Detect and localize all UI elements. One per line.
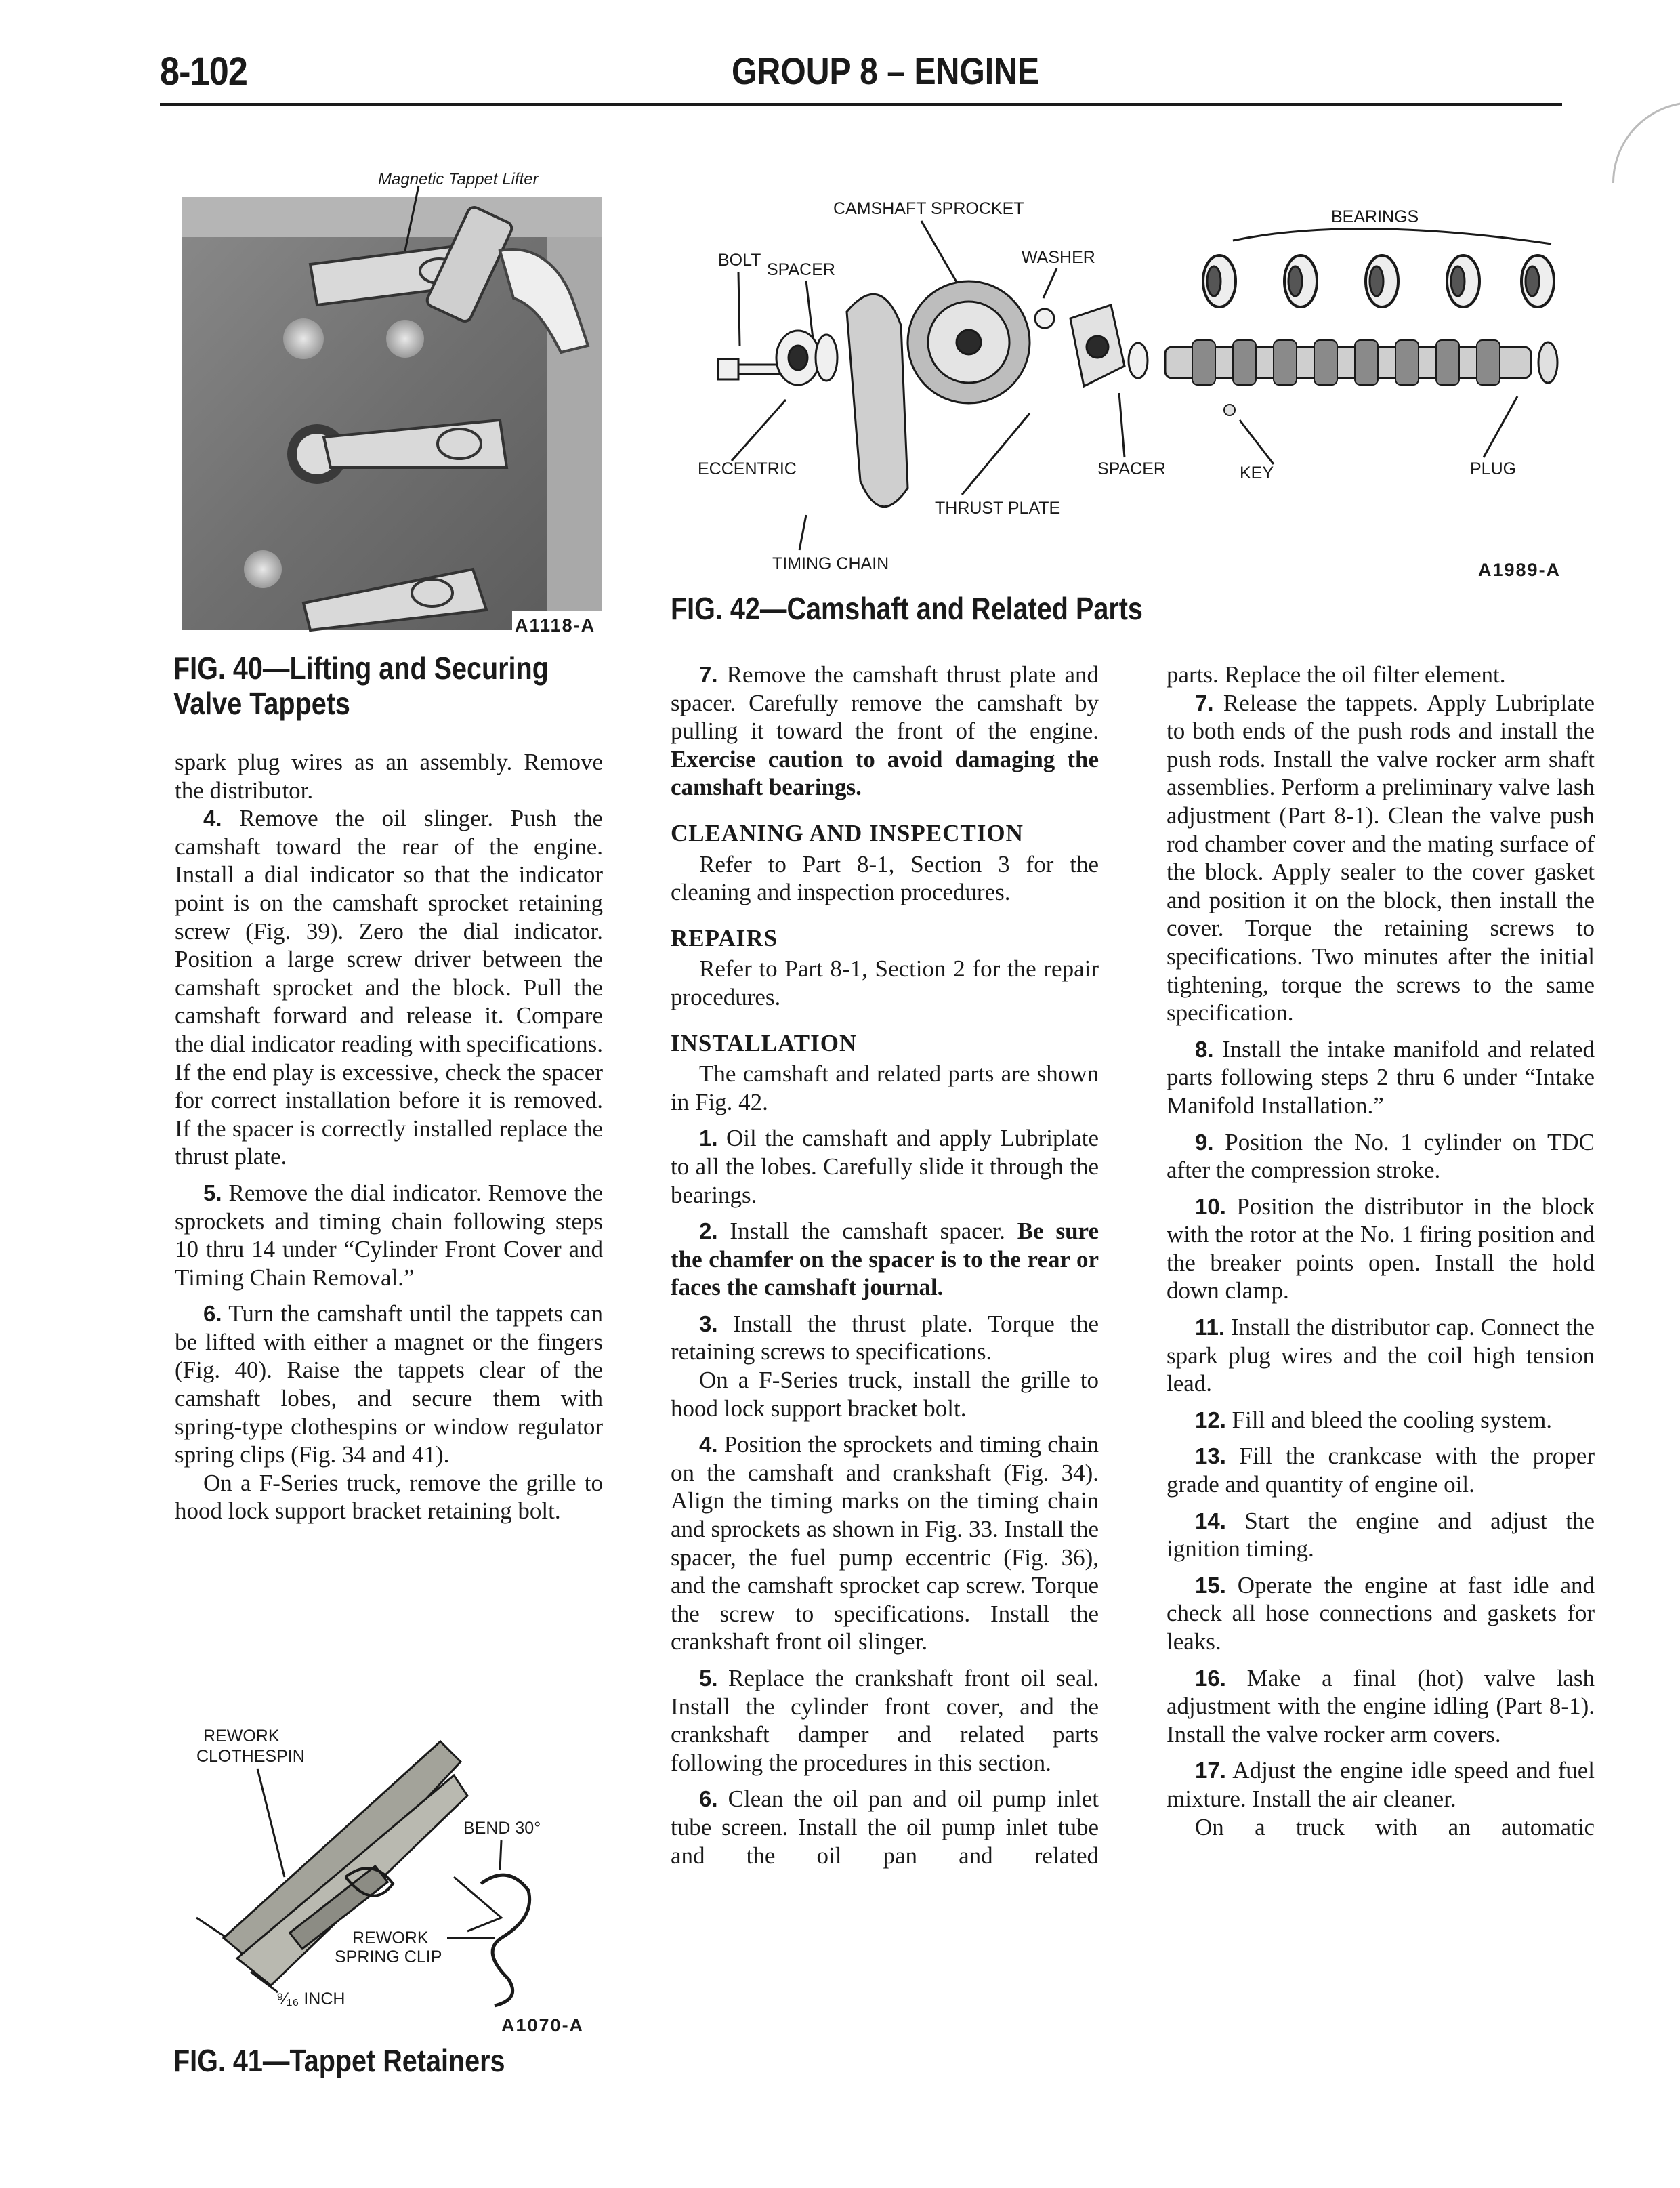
col3-step-15: 15. Operate the engine at fast idle and check all hose connections and gaskets for leaks. <box>1167 1571 1595 1655</box>
spacer-top-label: SPACER <box>767 260 835 279</box>
col3-step-9: 9. Position the No. 1 cylinder on TDC after the compression stroke. <box>1167 1128 1595 1184</box>
camshaft-sprocket-label: CAMSHAFT SPROCKET <box>833 199 1024 218</box>
col2-step-7: 7. Remove the camshaft thrust plate and spacer. Carefully remove the camshaft by pulling it toward the front of the engine. Exercise caution to avoid damaging the camshaft bearings. <box>671 661 1099 801</box>
col1-step-6-fseries: On a F-Series truck, remove the grille to hood lock support bracket retaining bolt. <box>175 1469 603 1525</box>
figure-41-code: A1070-A <box>501 2015 585 2036</box>
col1-paragraph-1: spark plug wires as an assembly. Remove the distributor. <box>175 749 603 804</box>
col1-step-4: 4. Remove the oil slinger. Push the camshaft toward the rear of the engine. Install a dial indicator so that the indicator point is on the camshaft sprocket retaining screw (Fig. 39). Zero the dial indicator. Position a large screw driver between the camshaft sprocket and the block. Pull the camshaft forward and release it. Compare the dial indicator reading with specifications. If the end play is excessive, check the spacer for correct installation before it is removed. If the spacer is correctly installed replace the thrust plate. <box>175 805 603 1170</box>
bearings-label: BEARINGS <box>1331 207 1419 226</box>
col3-step-13: 13. Fill the crankcase with the proper grade and quantity of engine oil. <box>1167 1443 1595 1498</box>
install-step-2: 2. Install the camshaft spacer. Be sure the chamfer on the spacer is to the rear or faces the camshaft journal. <box>671 1218 1099 1301</box>
install-step-1: 1. Oil the camshaft and apply Lubriplate to all the lobes. Carefully slide it through the bearings. <box>671 1125 1099 1208</box>
rework-spring-clip-label-1: REWORK <box>352 1928 429 1947</box>
col3-step-16: 16. Make a final (hot) valve lash adjustment with the engine idling (Part 8-1). Install the valve rocker arm covers. <box>1167 1664 1595 1748</box>
install-step-6: 6. Clean the oil pan and oil pump inlet tube screen. Install the oil pump inlet tube and the oil pan and related <box>671 1786 1099 1869</box>
camshaft-exploded-diagram <box>677 190 1565 583</box>
installation-heading: INSTALLATION <box>671 1029 858 1056</box>
tappet-retainers-drawing <box>183 1714 603 2040</box>
figure-42-code: A1989-A <box>1478 560 1561 580</box>
magnetic-tappet-lifter-label: Magnetic Tappet Lifter <box>378 170 539 188</box>
install-step-4: 4. Position the sprockets and timing chain on the camshaft and crankshaft (Fig. 34). Align the timing marks on the timing chain and sprockets as shown in Fig. 33. Install the spacer, the fuel pump eccentric (Fig. 36), and the camshaft sprocket cap screw. Torque the screw to specifications. Install the crankshaft front oil slinger. <box>671 1431 1099 1655</box>
col3-step-10: 10. Position the distributor in the block with the rotor at the No. 1 firing position and the breaker points open. Install the hold down clamp. <box>1167 1193 1595 1304</box>
rework-clothespin-label-1: REWORK <box>203 1727 280 1746</box>
eccentric-label: ECCENTRIC <box>698 459 797 478</box>
inch-label: ⁹⁄₁₆ INCH <box>276 1989 345 2008</box>
bend-label: BEND 30° <box>463 1819 541 1838</box>
cleaning-inspection-text: Refer to Part 8-1, Section 3 for the cleaning and inspection procedures. <box>671 850 1099 906</box>
cleaning-inspection-heading: CLEANING AND INSPECTION <box>671 819 1024 846</box>
col1-step-6: 6. Turn the camshaft until the tappets can be lifted with either a magnet or the fingers (Fig. 40). Raise the tappets clear of the camshaft lobes, and secure them with spring-type clothespins or window regulator spring clips (Fig. 34 and 41). <box>175 1300 603 1468</box>
figure-40-caption <box>173 651 549 721</box>
col3-step-14: 14. Start the engine and adjust the ignition timing. <box>1167 1507 1595 1563</box>
column-1 <box>175 748 603 1525</box>
repairs-text: Refer to Part 8-1, Section 2 for the repair procedures. <box>671 955 1099 1010</box>
rework-clothespin-label-2: CLOTHESPIN <box>196 1747 305 1766</box>
col3-paragraph-1: parts. Replace the oil filter element. <box>1167 661 1506 688</box>
figure-40-code: A1118-A <box>515 615 596 636</box>
figure-40 <box>182 169 602 644</box>
page-corner-curl <box>1612 102 1680 183</box>
header-rule <box>160 103 1562 106</box>
installation-intro: The camshaft and related parts are shown in Fig. 42. <box>671 1060 1099 1115</box>
bolt-label: BOLT <box>718 251 761 270</box>
col3-automatic-truck: On a truck with an automatic <box>1195 1813 1595 1840</box>
washer-label: WASHER <box>1022 248 1095 267</box>
install-step-3: 3. Install the thrust plate. Torque the retaining screws to specifications. <box>671 1310 1099 1365</box>
col3-step-8: 8. Install the intake manifold and related parts following steps 2 thru 6 under “Intake Manifold Installation.” <box>1167 1035 1595 1119</box>
spacer-bottom-label: SPACER <box>1097 459 1166 478</box>
key-label: KEY <box>1240 463 1274 482</box>
page-number: 8-102 <box>160 49 248 94</box>
col1-step-5: 5. Remove the dial indicator. Remove the sprockets and timing chain following steps 10 thru 14 under “Cylinder Front Cover and Timing Chain Removal.” <box>175 1179 603 1291</box>
figure-40-caption-line2: Valve Tappets <box>173 686 350 721</box>
col3-step-11: 11. Install the distributor cap. Connect the spark plug wires and the coil high tension lead. <box>1167 1314 1595 1397</box>
figure-40-caption-line1: FIG. 40—Lifting and Securing <box>173 651 549 686</box>
figure-42 <box>677 190 1565 583</box>
col3-step-7: 7. Release the tappets. Apply Lubriplate to both ends of the push rods and install the push rods. Install the valve rocker arm shaft assemblies. Perform a preliminary valve lash adjustment (Part 8-1). Clean the valve push rod chamber cover and the mating surface of the block. Apply sealer to the cover gasket and position it on the block, then install the cover. Torque the retaining screws to specifications. Two minutes after the initial tightening, torque the screws to the same specification. <box>1167 689 1595 1027</box>
timing-chain-label: TIMING CHAIN <box>772 554 889 573</box>
figure-41 <box>183 1714 603 2040</box>
group-title: GROUP 8 – ENGINE <box>732 49 1040 92</box>
install-step-3-fseries: On a F-Series truck, install the grille to hood lock support bracket bolt. <box>671 1367 1099 1422</box>
figure-41-caption: FIG. 41—Tappet Retainers <box>173 2043 505 2078</box>
column-3 <box>1167 661 1595 1841</box>
col3-step-12: 12. Fill and bleed the cooling system. <box>1195 1406 1553 1433</box>
figure-42-caption: FIG. 42—Camshaft and Related Parts <box>671 591 1143 626</box>
repairs-heading: REPAIRS <box>671 924 778 951</box>
thrust-plate-label: THRUST PLATE <box>935 499 1061 518</box>
col3-step-17: 17. Adjust the engine idle speed and fuel mixture. Install the air cleaner. <box>1167 1757 1595 1812</box>
rework-spring-clip-label-2: SPRING CLIP <box>335 1947 442 1966</box>
column-2 <box>671 661 1099 1870</box>
install-step-5: 5. Replace the crankshaft front oil seal. Install the cylinder front cover, and the crankshaft damper and related parts following the procedures in this section. <box>671 1665 1099 1776</box>
tappet-lifter-photo <box>182 169 602 644</box>
plug-label: PLUG <box>1470 459 1517 478</box>
